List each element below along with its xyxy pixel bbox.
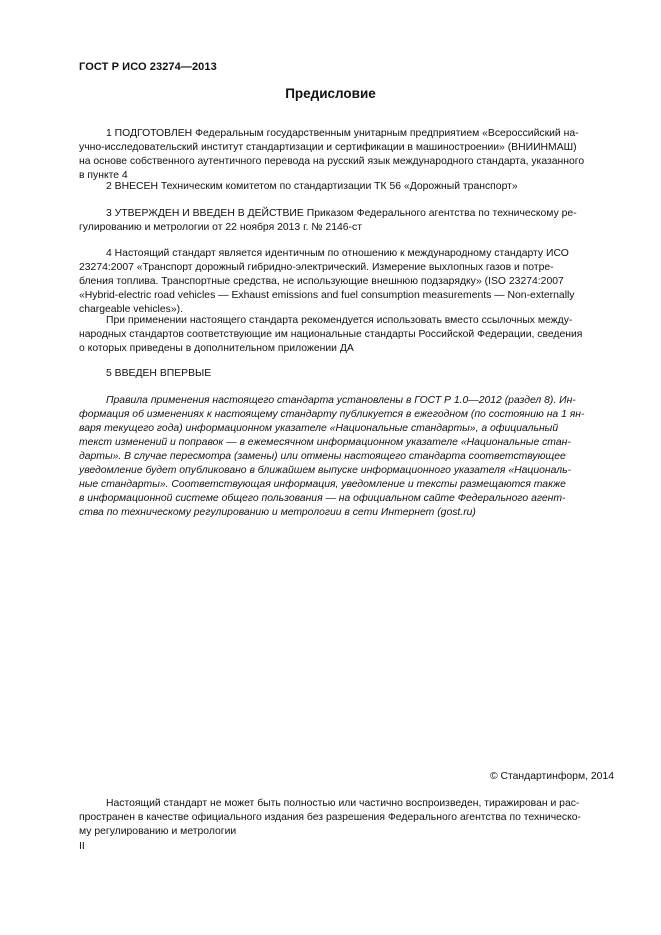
paragraph-4-note: При применении настоящего стандарта рекомендуется использовать вместо ссылочных между- народных стандартов соответствующие им национальные стандарты Российской Федерации, сведения о которых приведены в дополнительном приложении ДА <box>79 315 583 354</box>
page-title: Предисловие <box>285 86 376 101</box>
paragraph-4: 4 Настоящий стандарт является идентичным по отношению к международному стандарту ИСО 23274:2007 «Транспорт дорожный гибридно-электрический. Измерение выхлопных газов и потре- бления топлива. Транспортные средства, не использующие внешнюю подзарядку» (ISO 23274:2007 «Hybrid-electric road vehicles — Exhaust emissions and fuel consumption measurements — Non-externally chargeable vehicles»). <box>79 248 575 315</box>
page-number: II <box>79 841 85 852</box>
paragraph-3: 3 УТВЕРЖДЕН И ВВЕДЕН В ДЕЙСТВИЕ Приказом Федерального агентства по техническому ре- гулированию и метрологии от 22 ноября 2013 г. № 2146-ст <box>79 208 577 233</box>
reproduction-notice: Настоящий стандарт не может быть полностью или частично воспроизведен, тиражирован и рас- пространен в качестве официального издания без разрешения Федерального агентства по техническо- му регулированию и метрологии <box>79 798 581 837</box>
paragraph-1: 1 ПОДГОТОВЛЕН Федеральным государственным унитарным предприятием «Всероссийский на- учно-исследовательский институт стандартизации и сертификации в машиностроении» (ВНИИНМАШ) на основе собственного аутентичного перевода на русский язык международного стандарта, указанного в пункте 4 <box>79 128 585 181</box>
copyright: © Стандартинформ, 2014 <box>489 771 614 782</box>
paragraph-5: 5 ВВЕДЕН ВПЕРВЫЕ <box>106 368 212 379</box>
application-rules: Правила применения настоящего стандарта установлены в ГОСТ Р 1.0—2012 (раздел 8). Ин- формация об изменениях к настоящему стандарту публикуется в ежегодном (по состоянию на 1 ян- варя текущего года) информационном указателе «Национальные стандарты», а официальный текст изменений и поправок — в ежемесячном информационном указателе «Национальные стан- дарты». В случае пересмотра (замены) или отмены настоящего стандарта соответствующее уведомление будет опубликовано в ближайшем выпуске информационного указателя «Националь- ные стандарты». Соответствующая информация, уведомление и тексты размещаются также в информационной системе общего пользования — на официальном сайте Федерального агент- ства по техническому регулированию и метрологии в сети Интернет (gost.ru) <box>79 395 585 518</box>
document-code: ГОСТ Р ИСО 23274—2013 <box>79 61 217 73</box>
paragraph-2: 2 ВНЕСЕН Техническим комитетом по стандартизации ТК 56 «Дорожный транспорт» <box>106 181 518 192</box>
